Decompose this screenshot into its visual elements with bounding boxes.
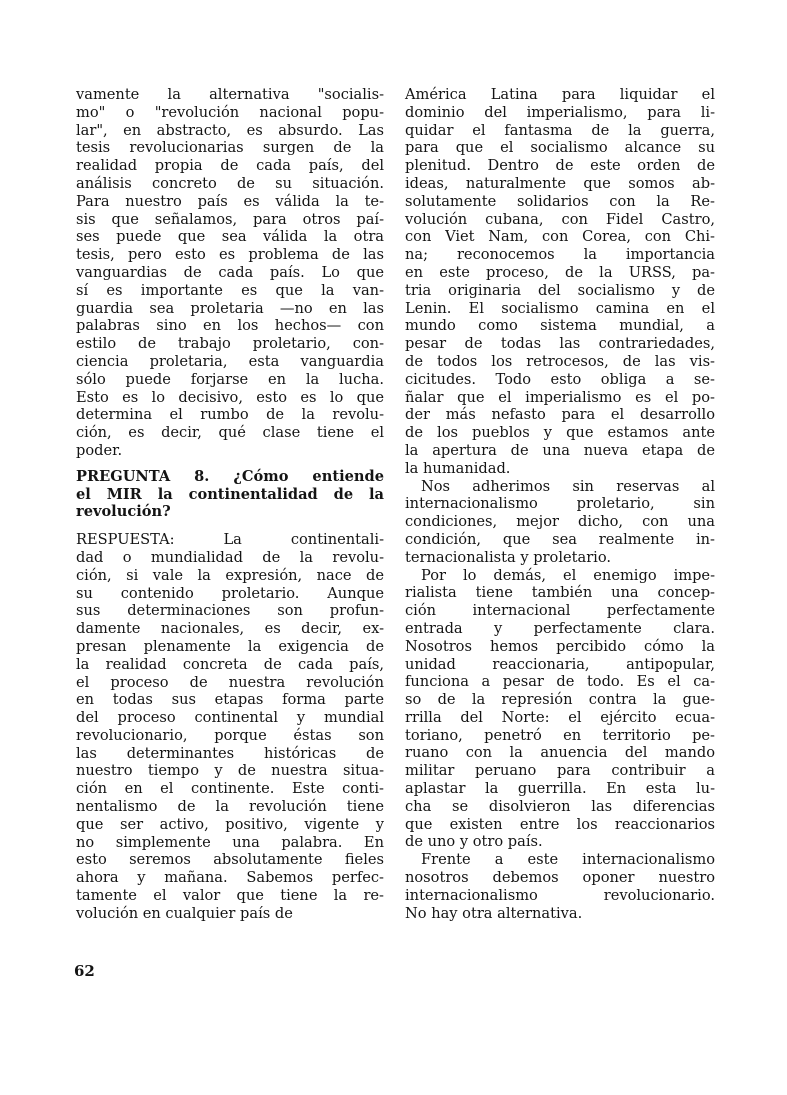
text-line: en este proceso, de la URSS, pa- (405, 263, 715, 281)
text-line: el proceso de nuestra revolución (76, 673, 384, 691)
text-line: dad o mundialidad de la revolu- (76, 548, 384, 566)
text-line: condiciones, mejor dicho, con una (405, 513, 715, 531)
text-line: ciencia proletaria, esta vanguardia (76, 352, 384, 370)
text-line: presan plenamente la exigencia de (76, 637, 384, 655)
text-line: unidad reaccionaria, antipopular, (405, 655, 715, 673)
text-line: América Latina para liquidar el (405, 86, 715, 103)
text-line: cha se disolvieron las diferencias (405, 797, 715, 815)
text-line: quidar el fantasma de la guerra, (405, 121, 715, 139)
text-line: el MIR la continentalidad de la (76, 485, 384, 503)
text-line: aplastar la guerrilla. En esta lu- (405, 780, 715, 798)
text-line: análisis concreto de su situación. (76, 174, 384, 192)
page-number: 62 (74, 962, 95, 980)
text-line: internacionalismo proletario, sin (405, 495, 715, 513)
text-line: sí es importante es que la van- (76, 281, 384, 299)
text-line: sis que señalamos, para otros paí- (76, 210, 384, 228)
text-line: estilo de trabajo proletario, con- (76, 335, 384, 353)
text-line: damente nacionales, es decir, ex- (76, 620, 384, 638)
text-line: No hay otra alternativa. (405, 904, 583, 922)
text-line: sólo puede forjarse en la lucha. (76, 370, 384, 388)
text-line: de uno y otro país. (405, 833, 543, 851)
text-line: revolucionario, porque éstas son (76, 726, 384, 744)
text-line: con Viet Nam, con Corea, con Chi- (405, 228, 715, 246)
paragraph (405, 478, 715, 567)
text-line: no simplemente una palabra. En (76, 833, 384, 851)
question-heading (76, 468, 384, 521)
text-line: mundo como sistema mundial, a (405, 317, 715, 335)
text-line: ción en el continente. Este conti- (76, 780, 384, 798)
text-line: militar peruano para contribuir a (405, 762, 715, 780)
text-line: tria originaria del socialismo y de (405, 281, 715, 299)
text-line: volución cubana, con Fidel Castro, (405, 210, 715, 228)
text-line: cicitudes. Todo esto obliga a se- (405, 370, 715, 388)
text-line: plenitud. Dentro de este orden de (405, 157, 715, 175)
text-line: de todos los retrocesos, de las vis- (405, 352, 715, 370)
answer-paragraph (76, 531, 384, 923)
text-line: Nos adherimos sin reservas al (421, 477, 715, 495)
text-line: tesis revolucionarias surgen de la (76, 139, 384, 157)
paragraph (405, 86, 715, 478)
text-line: vanguardias de cada país. Lo que (76, 263, 384, 281)
text-line: ruano con la anuencia del mando (405, 744, 715, 762)
text-line: PREGUNTA 8. ¿Cómo entiende (76, 467, 384, 485)
text-line: Para nuestro país es válida la te- (76, 192, 384, 210)
text-line: del proceso continental y mundial (76, 709, 384, 727)
text-line: rialista tiene también una concep- (405, 584, 715, 602)
text-line: ción, es decir, qué clase tiene el (76, 424, 384, 442)
text-line: pesar de todas las contrariedades, (405, 335, 715, 353)
text-line: Lenin. El socialismo camina en el (405, 299, 715, 317)
text-line: nentalismo de la revolución tiene (76, 798, 384, 816)
text-line: la humanidad. (405, 459, 511, 477)
text-line: ñalar que el imperialismo es el po- (405, 388, 715, 406)
text-line: en todas sus etapas forma parte (76, 691, 384, 709)
text-line: sus determinaciones son profun- (76, 602, 384, 620)
text-line: guardia sea proletaria —no en las (76, 299, 384, 317)
text-line: Esto es lo decisivo, esto es lo que (76, 388, 384, 406)
paragraph (405, 567, 715, 852)
text-line: toriano, penetró en territorio pe- (405, 726, 715, 744)
text-line: vamente la alternativa "socialis- (76, 86, 384, 103)
text-line: realidad propia de cada país, del (76, 157, 384, 175)
text-line: entrada y perfectamente clara. (405, 619, 715, 637)
left-column (76, 86, 384, 923)
text-line: que existen entre los reaccionarios (405, 815, 715, 833)
text-line: ternacionalista y proletario. (405, 548, 612, 566)
text-line: dominio del imperialismo, para li- (405, 103, 715, 121)
text-line: Por lo demás, el enemigo impe- (421, 566, 715, 584)
text-line: palabras sino en los hechos— con (76, 317, 384, 335)
text-line: Frente a este internacionalismo (421, 851, 715, 869)
text-line: nosotros debemos oponer nuestro (405, 869, 715, 887)
text-line: que ser activo, positivo, vigente y (76, 815, 384, 833)
text-line: solutamente solidarios con la Re- (405, 192, 715, 210)
paragraph (76, 86, 384, 460)
text-line: volución en cualquier país de (76, 904, 293, 922)
text-line: revolución? (76, 503, 171, 521)
text-line: mo" o "revolución nacional popu- (76, 103, 384, 121)
text-line: la apertura de una nueva etapa de (405, 441, 715, 459)
text-line: RESPUESTA: La continentali- (76, 531, 384, 549)
text-line: rrilla del Norte: el ejército ecua- (405, 708, 715, 726)
text-line: las determinantes históricas de (76, 744, 384, 762)
text-line: tesis, pero esto es problema de las (76, 246, 384, 264)
text-line: na; reconocemos la importancia (405, 246, 715, 264)
text-line: poder. (76, 441, 123, 459)
right-column (405, 86, 715, 922)
text-line: condición, que sea realmente in- (405, 530, 715, 548)
text-line: tamente el valor que tiene la re- (76, 887, 384, 905)
text-line: ses puede que sea válida la otra (76, 228, 384, 246)
paragraph (405, 851, 715, 922)
text-line: funciona a pesar de todo. Es el ca- (405, 673, 715, 691)
text-line: para que el socialismo alcance su (405, 139, 715, 157)
text-line: so de la represión contra la gue- (405, 691, 715, 709)
text-line: ción, si vale la expresión, nace de (76, 566, 384, 584)
text-line: Nosotros hemos percibido cómo la (405, 637, 715, 655)
text-line: internacionalismo revolucionario. (405, 886, 715, 904)
text-line: ahora y mañana. Sabemos perfec- (76, 869, 384, 887)
text-line: esto seremos absolutamente fieles (76, 851, 384, 869)
text-line: nuestro tiempo y de nuestra situa- (76, 762, 384, 780)
text-line: de los pueblos y que estamos ante (405, 424, 715, 442)
text-line: lar", en abstracto, es absurdo. Las (76, 121, 384, 139)
text-line: ción internacional perfectamente (405, 602, 715, 620)
text-line: ideas, naturalmente que somos ab- (405, 174, 715, 192)
text-line: der más nefasto para el desarrollo (405, 406, 715, 424)
text-line: determina el rumbo de la revolu- (76, 406, 384, 424)
text-line: su contenido proletario. Aunque (76, 584, 384, 602)
text-line: la realidad concreta de cada país, (76, 655, 384, 673)
